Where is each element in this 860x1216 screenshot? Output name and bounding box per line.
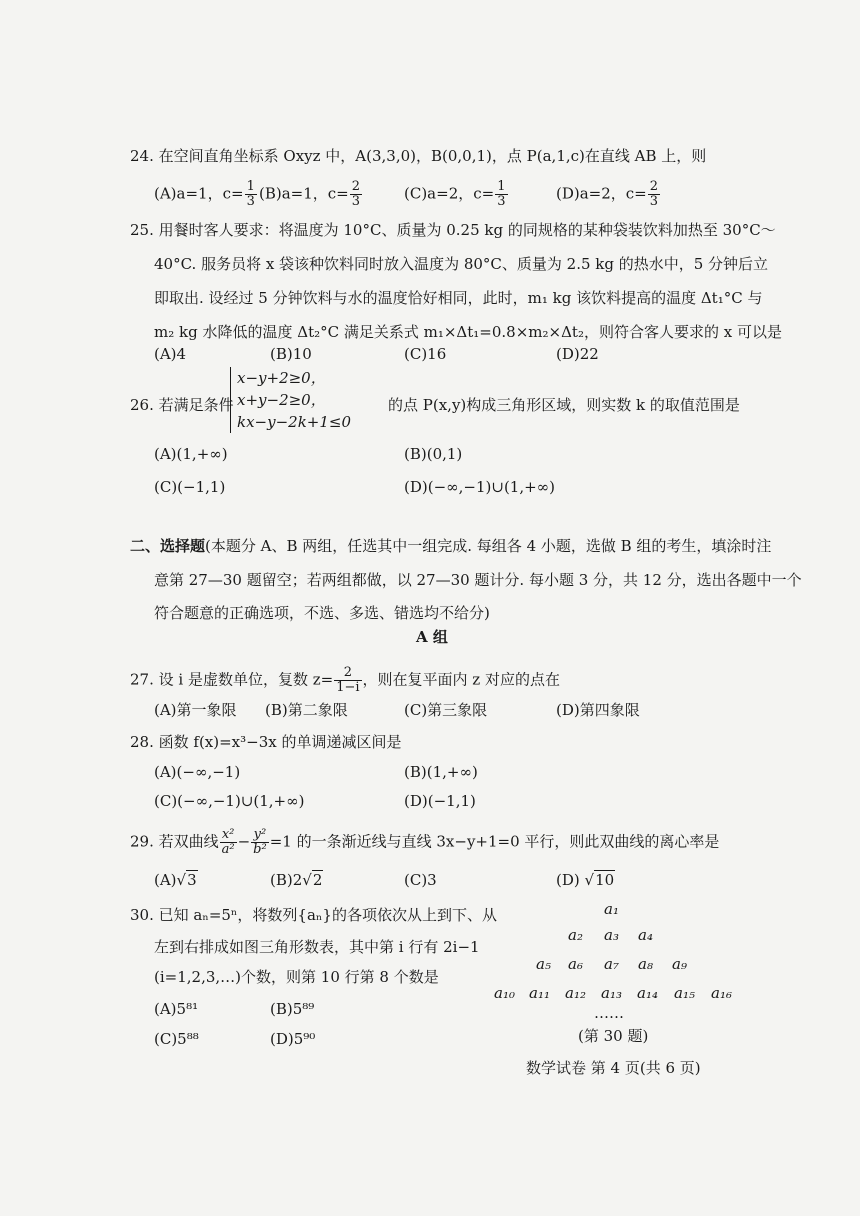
q24-option-d[interactable]: (D)a=2，c= $\frac{2}{3}$ bbox=[556, 179, 659, 209]
q25-line-3: 即取出. 设经过 5 分钟饮料与水的温度恰好相同，此时，m₁ kg 该饮料提高的温度 Δt₁°C 与 bbox=[154, 289, 763, 307]
q25-line-1: 25. 用餐时客人要求：将温度为 10°C、质量为 0.25 kg 的同规格的某种袋装饮料加热至 30°C～ bbox=[130, 221, 776, 239]
q25-option-d[interactable]: (D)22 bbox=[556, 345, 599, 363]
q26-option-d[interactable]: (D)(−∞,−1)∪(1,+∞) bbox=[404, 478, 556, 496]
q24-option-c[interactable]: (C)a=2，c= $\frac{1}{3}$ bbox=[404, 179, 506, 209]
fraction: $\frac{2}{1-i}$ bbox=[336, 665, 360, 695]
table-cell: a₂ bbox=[568, 926, 583, 944]
q25-option-c[interactable]: (C)16 bbox=[404, 345, 447, 363]
q29-option-c[interactable]: (C)3 bbox=[404, 871, 437, 889]
q26-option-a[interactable]: (A)(1,+∞) bbox=[154, 445, 228, 463]
q24-option-b[interactable]: (B)a=1，c= $\frac{2}{3}$ bbox=[259, 179, 361, 209]
q27-stem: 27. 设 i 是虚数单位，复数 z= $\frac{2}{1-i}$ ，则在复平面内 z 对应的点在 bbox=[130, 665, 560, 695]
q26-prefix: 26. 若满足条件 bbox=[130, 396, 234, 414]
q25-option-b[interactable]: (B)10 bbox=[270, 345, 312, 363]
q26-condition-3: kx−y−2k+1≤0 bbox=[237, 413, 352, 431]
fraction: $\frac{1}{3}$ bbox=[497, 179, 506, 209]
section2-line-2: 意第 27—30 题留空；若两组都做，以 27—30 题计分. 每小题 3 分，共 12 分，选出各题中一个 bbox=[154, 571, 802, 589]
section2-line-1: 二、选择题(本题分 A、B 两组，任选其中一组完成. 每组各 4 小题，选做 B 组的考生，填涂时注 bbox=[130, 537, 772, 555]
table-cell: a₁₃ bbox=[601, 984, 622, 1002]
q27-option-b[interactable]: (B)第二象限 bbox=[265, 701, 348, 719]
q28-option-c[interactable]: (C)(−∞,−1)∪(1,+∞) bbox=[154, 792, 305, 810]
q28-option-a[interactable]: (A)(−∞,−1) bbox=[154, 763, 241, 781]
q28-stem: 28. 函数 f(x)=x³−3x 的单调递减区间是 bbox=[130, 733, 402, 751]
q25-line-4: m₂ kg 水降低的温度 Δt₂°C 满足关系式 m₁×Δt₁=0.8×m₂×Δt₂，则符合客人要求的 x 可以是 bbox=[154, 323, 782, 341]
q27-option-a[interactable]: (A)第一象限 bbox=[154, 701, 237, 719]
q26-condition-1: x−y+2≥0， bbox=[237, 369, 326, 387]
q25-option-a[interactable]: (A)4 bbox=[154, 345, 187, 363]
table-cell: a₁₁ bbox=[529, 984, 550, 1002]
table-cell: a₁ bbox=[604, 900, 619, 918]
fraction: $\frac{\text{y²}}{\text{b²}}$ bbox=[253, 827, 267, 857]
table-cell: a₅ bbox=[536, 955, 551, 973]
table-cell: a₇ bbox=[604, 955, 619, 973]
fraction: $\frac{2}{3}$ bbox=[351, 179, 361, 209]
q26-option-b[interactable]: (B)(0,1) bbox=[404, 445, 463, 463]
q29-option-b[interactable]: (B)2√2 bbox=[270, 871, 323, 889]
q26-condition-2: x+y−2≥0， bbox=[237, 391, 326, 409]
table-cell: a₁₂ bbox=[565, 984, 586, 1002]
page-footer: 数学试卷 第 4 页(共 6 页) bbox=[526, 1059, 701, 1077]
q25-line-2: 40°C. 服务员将 x 袋该种饮料同时放入温度为 80°C、质量为 2.5 kg 的热水中，5 分钟后立 bbox=[154, 255, 769, 273]
fraction: $\frac{\text{x²}}{\text{a²}}$ bbox=[221, 827, 235, 857]
q29-option-d[interactable]: (D) √10 bbox=[556, 871, 615, 889]
section2-line-3: 符合题意的正确选项，不选、多选、错选均不给分) bbox=[154, 604, 490, 622]
q30-option-c[interactable]: (C)5⁸⁸ bbox=[154, 1030, 199, 1048]
q29-option-a[interactable]: (A)√3 bbox=[154, 871, 197, 889]
fraction: $\frac{1}{3}$ bbox=[246, 179, 255, 209]
q27-option-d[interactable]: (D)第四象限 bbox=[556, 701, 640, 719]
table-cell: a₄ bbox=[638, 926, 653, 944]
figure-caption: (第 30 题) bbox=[578, 1027, 649, 1045]
table-cell: a₁₆ bbox=[711, 984, 732, 1002]
q24-option-a[interactable]: (A)a=1，c= $\frac{1}{3}$ bbox=[154, 179, 255, 209]
q28-option-b[interactable]: (B)(1,+∞) bbox=[404, 763, 478, 781]
table-cell: a₁₄ bbox=[637, 984, 658, 1002]
table-cell: a₈ bbox=[638, 955, 653, 973]
q28-option-d[interactable]: (D)(−1,1) bbox=[404, 792, 476, 810]
table-ellipsis: …… bbox=[594, 1004, 624, 1022]
table-cell: a₁₅ bbox=[674, 984, 695, 1002]
q30-option-b[interactable]: (B)5⁸⁹ bbox=[270, 1000, 315, 1018]
table-cell: a₉ bbox=[672, 955, 687, 973]
q30-line-2: 左到右排成如图三角形数表，其中第 i 行有 2i−1 bbox=[154, 938, 480, 956]
fraction: $\frac{2}{3}$ bbox=[649, 179, 659, 209]
group-a-title: A 组 bbox=[416, 628, 448, 646]
table-cell: a₃ bbox=[604, 926, 619, 944]
table-cell: a₆ bbox=[568, 955, 583, 973]
q29-stem: 29. 若双曲线 $\frac{\text{x²}}{\text{a²}}$ − $\frac{\text{y²}}{\text{b²}}$ =1 的一条渐近线与直线 3x−y+1=0 平行，则此双曲线的离心率是 bbox=[130, 827, 720, 857]
q30-line-1: 30. 已知 aₙ=5ⁿ，将数列{aₙ}的各项依次从上到下、从 bbox=[130, 906, 497, 924]
q30-line-3: (i=1,2,3,…)个数，则第 10 行第 8 个数是 bbox=[154, 968, 439, 986]
q24-stem: 24. 在空间直角坐标系 Oxyz 中，A(3,3,0)，B(0,0,1)，点 P(a,1,c)在直线 AB 上，则 bbox=[130, 147, 707, 165]
q26-condition-system bbox=[230, 367, 351, 433]
section2-heading: 二、选择题 bbox=[130, 537, 206, 555]
q30-option-a[interactable]: (A)5⁸¹ bbox=[154, 1000, 199, 1018]
q27-option-c[interactable]: (C)第三象限 bbox=[404, 701, 488, 719]
q26-suffix: 的点 P(x,y)构成三角形区域，则实数 k 的取值范围是 bbox=[388, 396, 740, 414]
q26-option-c[interactable]: (C)(−1,1) bbox=[154, 478, 226, 496]
table-cell: a₁₀ bbox=[494, 984, 515, 1002]
q30-option-d[interactable]: (D)5⁹⁰ bbox=[270, 1030, 316, 1048]
